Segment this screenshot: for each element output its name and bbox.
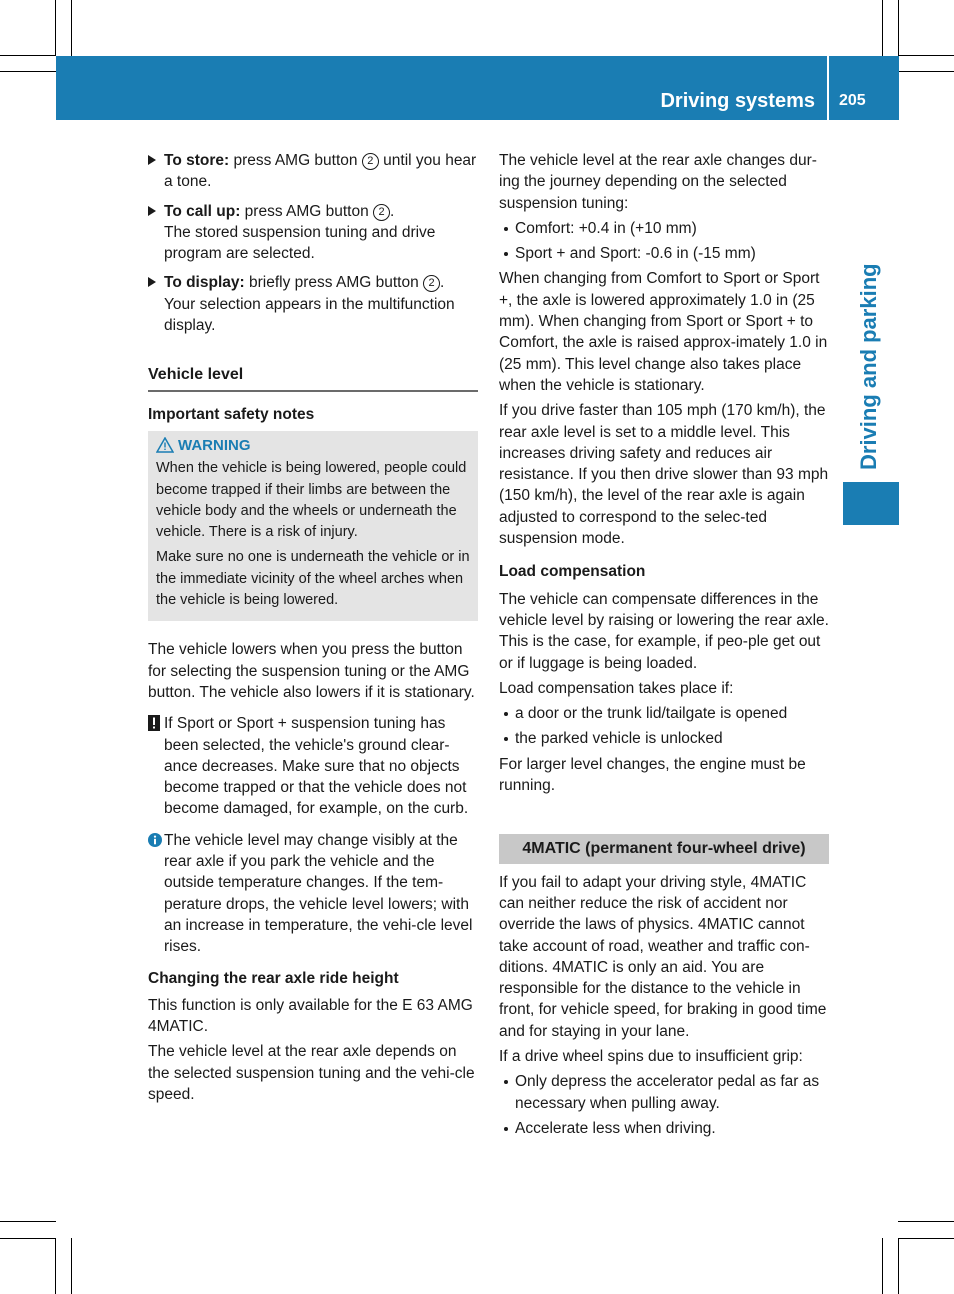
- fourmatic-heading: 4MATIC (permanent four-wheel drive): [499, 834, 829, 863]
- step-arrow-icon: [148, 277, 156, 287]
- step-store: [148, 150, 478, 193]
- crop-mark: [898, 1221, 954, 1222]
- crop-mark: [0, 1238, 56, 1239]
- crop-mark: [898, 55, 954, 56]
- safety-notes-heading: Important safety notes: [148, 405, 315, 423]
- body-paragraph: This function is only available for the E 63 AMG 4MATIC.: [148, 996, 473, 1036]
- crop-mark: [0, 1221, 56, 1222]
- body-paragraph: When changing from Comfort to Sport or Sport +, the axle is lowered approximately 1.0 in (25 mm). When changing from Sport or Sport + to Comfort, the axle is raised approx-imately 1.0 in (25 mm). This level change also takes place when the vehicle is stationary.: [499, 270, 828, 394]
- step-label: To display:: [164, 274, 245, 292]
- caution-note: [148, 713, 478, 819]
- warning-text: Make sure no one is underneath the vehicle or in the immediate vicinity of the wheel arches when the vehicle is being lowered.: [156, 549, 470, 609]
- list-item: Accelerate less when driving.: [499, 1118, 829, 1139]
- step-result: Your selection appears in the multifunction display.: [164, 295, 455, 335]
- caution-icon: [148, 715, 160, 731]
- vehicle-level-heading: Vehicle level: [148, 364, 478, 391]
- step-arrow-icon: [148, 206, 156, 216]
- warning-triangle-icon: [156, 437, 174, 453]
- step-text: briefly press AMG button: [248, 274, 419, 292]
- info-text: The vehicle level may change visibly at the rear axle if you park the vehicle and the outside temperature changes. If the tem-perature drops, the vehicle level lowers; with an increase in temperature, the vehi-cle level rises.: [164, 831, 473, 956]
- crop-mark: [55, 0, 56, 56]
- step-display: [148, 272, 478, 336]
- body-paragraph: The vehicle level at the rear axle depends on the selected suspension tuning and the vehi-cle speed.: [148, 1043, 475, 1103]
- step-call-up: [148, 201, 478, 265]
- step-result: The stored suspension tuning and drive program are selected.: [164, 223, 436, 263]
- step-text: press AMG button: [233, 152, 358, 169]
- body-paragraph: The vehicle can compensate differences in the vehicle level by raising or lowering the rear axle. This is the case, for example, if peo-ple get out or if luggage is being loaded.: [499, 590, 829, 672]
- header-bar: [56, 56, 899, 120]
- warning-text: When the vehicle is being lowered, people could become trapped if their limbs are between the vehicle body and the wheels or underneath the vehicle. There is a risk of injury.: [156, 460, 467, 541]
- body-paragraph: Load compensation takes place if:: [499, 679, 734, 697]
- callout-number: 2: [423, 275, 440, 292]
- warning-heading: [156, 435, 470, 456]
- rear-axle-heading: Changing the rear axle ride height: [148, 969, 399, 987]
- body-paragraph: If you fail to adapt your driving style, 4MATIC can neither reduce the risk of accident nor override the laws of physics. 4MATIC cannot take account of road, weather and traffic con-ditions. 4MATIC is only an aid. You are responsible for the distance to the vehicle in front, for vehicle speed, for braking in good time and for staying in your lane.: [499, 873, 827, 1040]
- left-column: [148, 150, 478, 1109]
- page-number: 205: [839, 92, 866, 109]
- callout-number: 2: [373, 204, 390, 221]
- side-tab-marker: [843, 482, 899, 525]
- warning-box: [148, 431, 478, 621]
- crop-mark: [898, 1238, 899, 1294]
- step-arrow-icon: [148, 155, 156, 165]
- info-note: [148, 830, 478, 958]
- crop-mark: [0, 71, 56, 72]
- right-column: [499, 150, 829, 1143]
- callout-number: 2: [362, 153, 379, 170]
- list-item: Comfort: +0.4 in (+10 mm): [499, 218, 829, 239]
- body-paragraph: The vehicle lowers when you press the button for selecting the suspension tuning or the AMG button. The vehicle also lowers if it is stationary.: [148, 641, 475, 701]
- body-paragraph: The vehicle level at the rear axle changes dur-ing the journey depending on the selected suspension tuning:: [499, 152, 817, 212]
- side-tab-label: Driving and parking: [856, 263, 881, 470]
- caution-text: If Sport or Sport + suspension tuning has been selected, the vehicle's ground clear-ance decreases. Make sure that no objects become trapped or that the vehicle does not become damaged, for example, on the curb.: [164, 715, 469, 818]
- load-compensation-heading: Load compensation: [499, 563, 646, 581]
- header-divider: [827, 56, 829, 120]
- warning-label: WARNING: [178, 436, 251, 454]
- step-text: .: [390, 202, 395, 220]
- list-item: Only depress the accelerator pedal as far as necessary when pulling away.: [499, 1071, 829, 1114]
- section-title: Driving systems: [660, 90, 815, 112]
- crop-mark: [898, 1238, 954, 1239]
- crop-mark: [898, 71, 954, 72]
- list-item: a door or the trunk lid/tailgate is opened: [499, 703, 829, 724]
- crop-mark: [71, 1238, 72, 1294]
- crop-mark: [71, 0, 72, 56]
- body-paragraph: If you drive faster than 105 mph (170 km/h), the rear axle level is set to a middle level. This increases driving safety and reduces air resistance. If you then drive slower than 93 mph (150 km/h), the level of the rear axle is again adjusted to correspond to the selec-ted suspension mode.: [499, 402, 829, 548]
- info-icon: [148, 833, 162, 847]
- crop-mark: [898, 0, 899, 56]
- step-label: To store:: [164, 152, 230, 169]
- list-item: the parked vehicle is unlocked: [499, 728, 829, 749]
- step-text: press AMG button: [244, 202, 369, 220]
- step-text: .: [440, 274, 445, 292]
- crop-mark: [882, 0, 883, 56]
- step-label: To call up:: [164, 202, 241, 220]
- crop-mark: [55, 1238, 56, 1294]
- list-item: Sport + and Sport: -0.6 in (-15 mm): [499, 243, 829, 264]
- step-text: until you hear a tone.: [164, 152, 477, 191]
- crop-mark: [882, 1238, 883, 1294]
- body-paragraph: If a drive wheel spins due to insufficient grip:: [499, 1047, 803, 1065]
- crop-mark: [0, 55, 56, 56]
- body-paragraph: For larger level changes, the engine must be running.: [499, 755, 806, 795]
